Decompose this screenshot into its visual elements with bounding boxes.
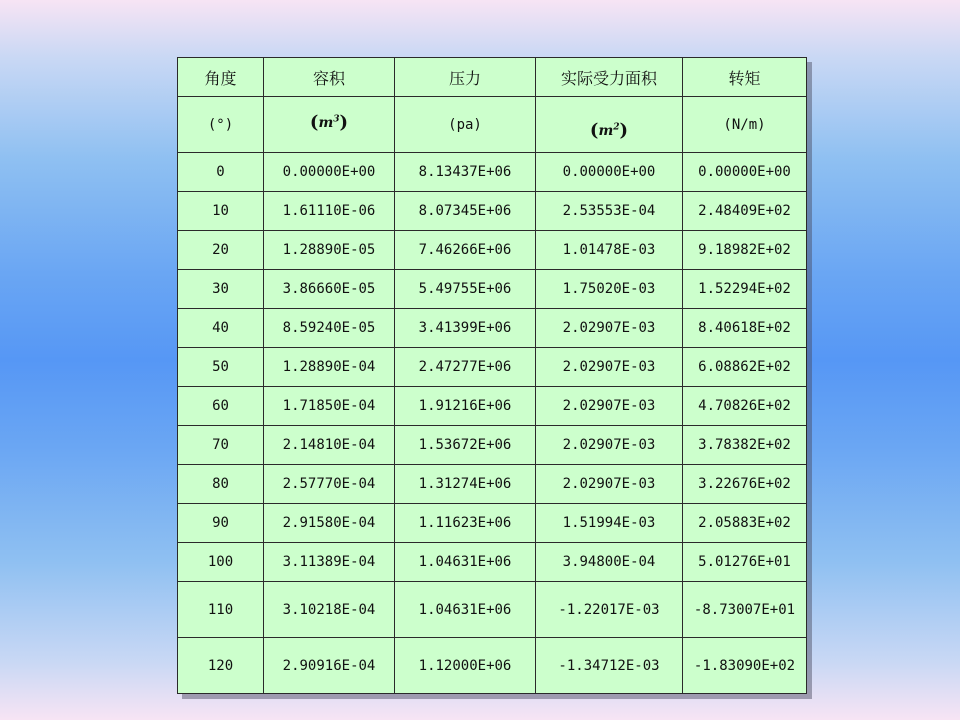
cell-area: 0.00000E+00: [536, 153, 683, 192]
cell-pressure: 1.12000E+06: [395, 638, 536, 694]
cell-angle: 70: [178, 426, 264, 465]
table-row: [178, 426, 807, 465]
cell-volume: 3.86660E-05: [264, 270, 395, 309]
cell-angle: 120: [178, 638, 264, 694]
cell-area: 1.51994E-03: [536, 504, 683, 543]
cell-pressure: 1.53672E+06: [395, 426, 536, 465]
cell-angle: 100: [178, 543, 264, 582]
cell-torque: 5.01276E+01: [683, 543, 807, 582]
cell-volume: 2.91580E-04: [264, 504, 395, 543]
cell-pressure: 8.13437E+06: [395, 153, 536, 192]
cell-angle: 50: [178, 348, 264, 387]
table-row: [178, 465, 807, 504]
table-body: [178, 153, 807, 694]
cell-pressure: 5.49755E+06: [395, 270, 536, 309]
cell-volume: 2.14810E-04: [264, 426, 395, 465]
table-row: [178, 582, 807, 638]
unit-angle: (°): [178, 97, 264, 153]
cell-torque: -1.83090E+02: [683, 638, 807, 694]
cell-angle: 10: [178, 192, 264, 231]
header-pressure: 压力: [395, 58, 536, 97]
cell-angle: 60: [178, 387, 264, 426]
cell-torque: 1.52294E+02: [683, 270, 807, 309]
cell-volume: 8.59240E-05: [264, 309, 395, 348]
cell-area: -1.22017E-03: [536, 582, 683, 638]
cell-angle: 40: [178, 309, 264, 348]
cell-torque: 8.40618E+02: [683, 309, 807, 348]
table-row: [178, 504, 807, 543]
cell-angle: 20: [178, 231, 264, 270]
header-angle: 角度: [178, 58, 264, 97]
cell-angle: 110: [178, 582, 264, 638]
cell-pressure: 1.31274E+06: [395, 465, 536, 504]
header-torque: 转矩: [683, 58, 807, 97]
table-row: [178, 543, 807, 582]
cell-volume: 0.00000E+00: [264, 153, 395, 192]
data-table: [177, 57, 807, 694]
cell-volume: 1.28890E-05: [264, 231, 395, 270]
unit-area-symbol: $(m^2)$: [589, 120, 629, 141]
cell-angle: 80: [178, 465, 264, 504]
cell-pressure: 1.04631E+06: [395, 582, 536, 638]
cell-area: 2.02907E-03: [536, 348, 683, 387]
cell-area: 2.53553E-04: [536, 192, 683, 231]
header-volume: 容积: [264, 58, 395, 97]
table-row: [178, 309, 807, 348]
cell-torque: 4.70826E+02: [683, 387, 807, 426]
cell-area: 2.02907E-03: [536, 426, 683, 465]
cell-volume: 2.90916E-04: [264, 638, 395, 694]
table-row: [178, 638, 807, 694]
cell-torque: -8.73007E+01: [683, 582, 807, 638]
table-row: [178, 387, 807, 426]
cell-area: 1.75020E-03: [536, 270, 683, 309]
cell-torque: 9.18982E+02: [683, 231, 807, 270]
unit-volume-symbol: $(m^3)$: [309, 112, 349, 133]
cell-angle: 0: [178, 153, 264, 192]
cell-area: -1.34712E-03: [536, 638, 683, 694]
cell-area: 2.02907E-03: [536, 309, 683, 348]
cell-pressure: 1.04631E+06: [395, 543, 536, 582]
cell-torque: 0.00000E+00: [683, 153, 807, 192]
cell-volume: 2.57770E-04: [264, 465, 395, 504]
units-row: [178, 97, 807, 153]
table-row: [178, 192, 807, 231]
cell-area: 1.01478E-03: [536, 231, 683, 270]
cell-pressure: 1.91216E+06: [395, 387, 536, 426]
unit-area: [536, 97, 683, 153]
unit-pressure: (pa): [395, 97, 536, 153]
cell-torque: 3.78382E+02: [683, 426, 807, 465]
header-row: [178, 58, 807, 97]
cell-torque: 6.08862E+02: [683, 348, 807, 387]
cell-pressure: 8.07345E+06: [395, 192, 536, 231]
cell-angle: 30: [178, 270, 264, 309]
cell-volume: 3.11389E-04: [264, 543, 395, 582]
cell-torque: 2.48409E+02: [683, 192, 807, 231]
cell-area: 2.02907E-03: [536, 465, 683, 504]
cell-torque: 3.22676E+02: [683, 465, 807, 504]
unit-volume: [264, 97, 395, 153]
header-area: 实际受力面积: [536, 58, 683, 97]
table-row: [178, 153, 807, 192]
cell-volume: 1.61110E-06: [264, 192, 395, 231]
cell-volume: 1.71850E-04: [264, 387, 395, 426]
cell-pressure: 1.11623E+06: [395, 504, 536, 543]
cell-torque: 2.05883E+02: [683, 504, 807, 543]
cell-pressure: 7.46266E+06: [395, 231, 536, 270]
cell-volume: 1.28890E-04: [264, 348, 395, 387]
unit-torque: (N/m): [683, 97, 807, 153]
cell-pressure: 3.41399E+06: [395, 309, 536, 348]
cell-volume: 3.10218E-04: [264, 582, 395, 638]
cell-area: 3.94800E-04: [536, 543, 683, 582]
cell-angle: 90: [178, 504, 264, 543]
table-row: [178, 348, 807, 387]
cell-pressure: 2.47277E+06: [395, 348, 536, 387]
table-row: [178, 270, 807, 309]
cell-area: 2.02907E-03: [536, 387, 683, 426]
table-row: [178, 231, 807, 270]
